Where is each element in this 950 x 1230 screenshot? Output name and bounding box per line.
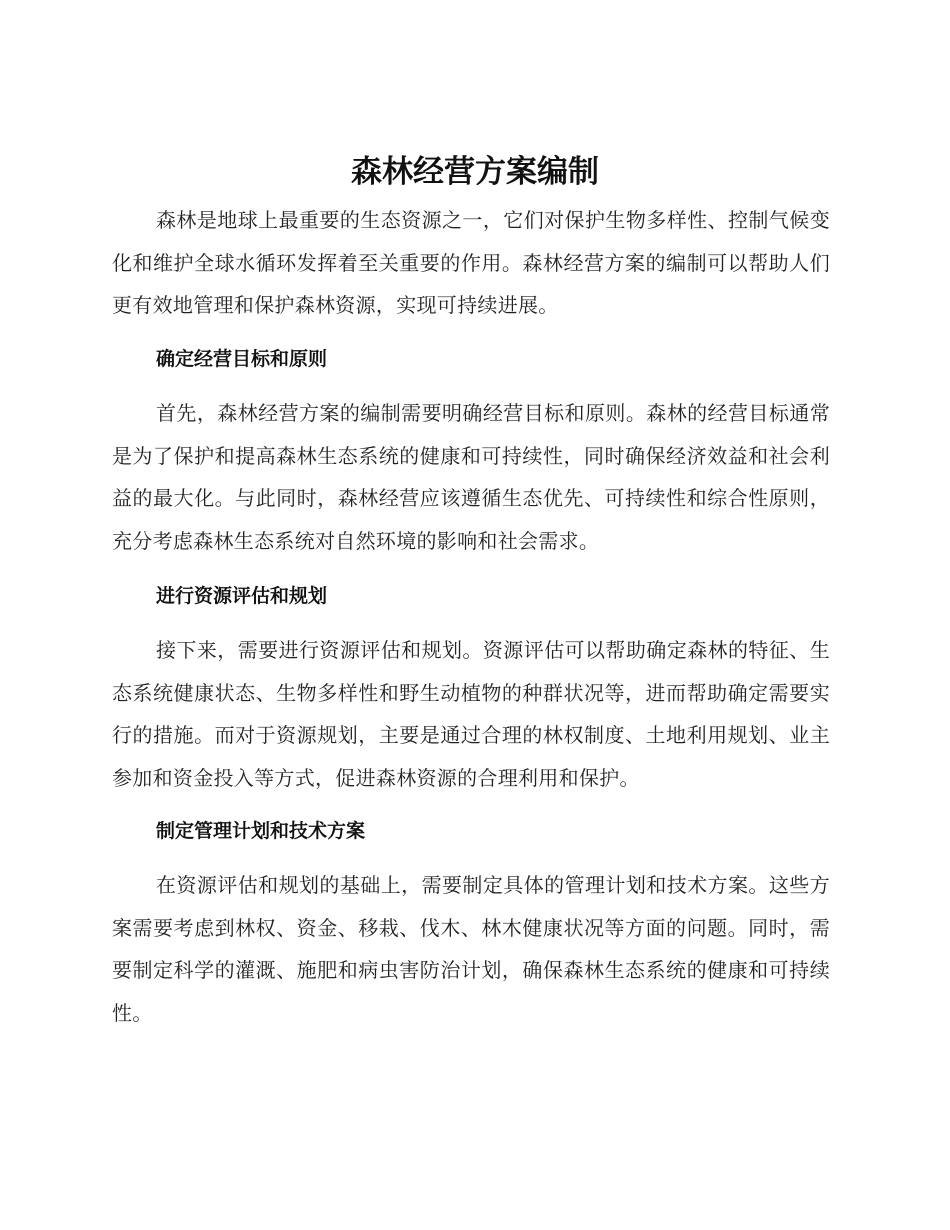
intro-paragraph: 森林是地球上最重要的生态资源之一，它们对保护生物多样性、控制气候变化和维护全球水循环发挥着至关重要的作用。森林经营方案的编制可以帮助人们更有效地管理和保护森林资源，实现可持续进展。 bbox=[112, 208, 830, 317]
section-heading-assessment: 进行资源评估和规划 bbox=[156, 585, 328, 607]
section-body-goals: 首先，森林经营方案的编制需要明确经营目标和原则。森林的经营目标通常是为了保护和提高森林生态系统的健康和可持续性，同时确保经济效益和社会利益的最大化。与此同时，森林经营应该遵循生态优先、可持续性和综合性原则，充分考虑森林生态系统对自然环境的影响和社会需求。 bbox=[112, 401, 830, 553]
section-heading-plan: 制定管理计划和技术方案 bbox=[156, 820, 366, 842]
section-body-assessment: 接下来，需要进行资源评估和规划。资源评估可以帮助确定森林的特征、生态系统健康状态、生物多样性和野生动植物的种群状况等，进而帮助确定需要实行的措施。而对于资源规划，主要是通过合理的林权制度、土地利用规划、业主参加和资金投入等方式，促进森林资源的合理利用和保护。 bbox=[112, 638, 830, 790]
section-body-plan: 在资源评估和规划的基础上，需要制定具体的管理计划和技术方案。这些方案需要考虑到林权、资金、移栽、伐木、林木健康状况等方面的问题。同时，需要制定科学的灌溉、施肥和病虫害防治计划，确保森林生态系统的健康和可持续性。 bbox=[112, 873, 830, 1025]
document-title: 森林经营方案编制 bbox=[351, 154, 599, 190]
section-heading-goals: 确定经营目标和原则 bbox=[156, 348, 328, 370]
